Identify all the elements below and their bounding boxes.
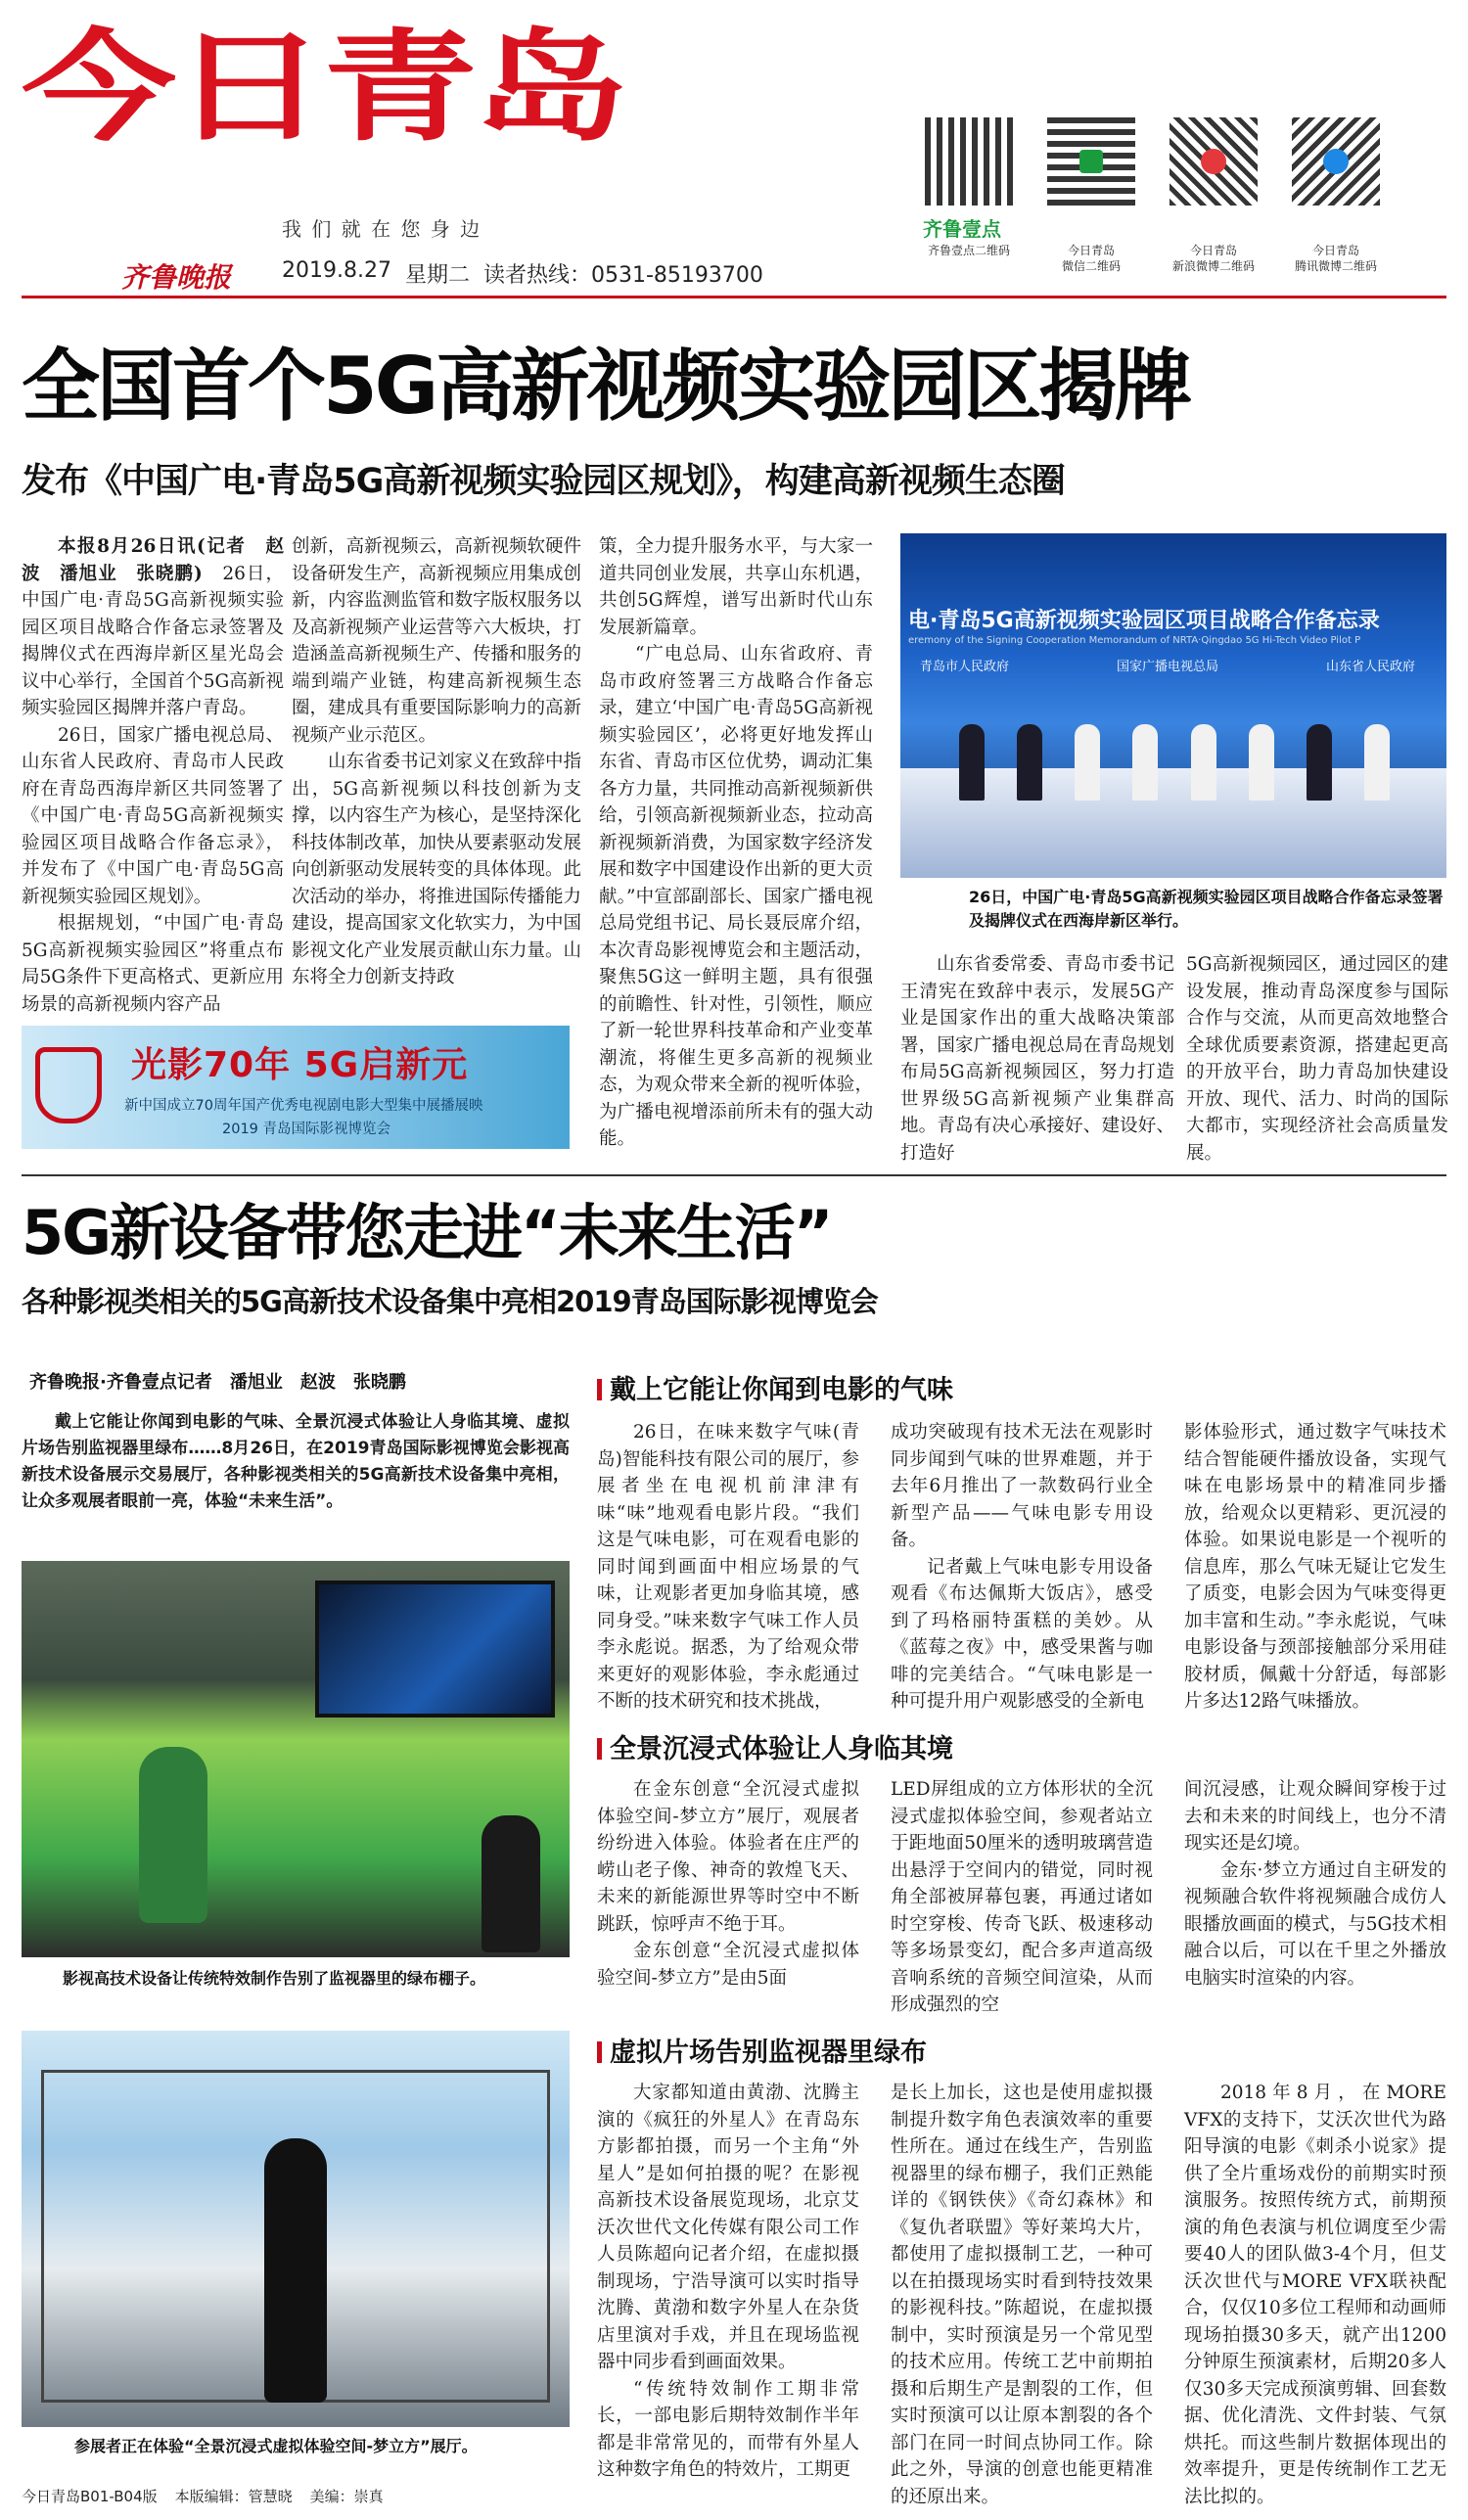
green-screen-actor <box>139 1747 207 1923</box>
qr-code-icon[interactable] <box>925 117 1013 206</box>
section-title-smell: 戴上它能让你闻到电影的气味 <box>597 1368 953 1406</box>
qr-label: 今日青岛 新浪微博二维码 <box>1171 244 1255 273</box>
second-byline: 齐鲁晚报·齐鲁壹点记者 潘旭业 赵波 张晓鹏 <box>29 1372 406 1393</box>
second-lede <box>22 1409 570 1556</box>
qr-label: 今日青岛 腾讯微博二维码 <box>1294 244 1377 273</box>
virtual-column-1 <box>597 2080 859 2480</box>
promo-banner-line2: 2019 青岛国际影视博览会 <box>222 1122 391 1137</box>
masthead-paper-name: 齐鲁晚报 <box>121 261 232 294</box>
film-reel-icon <box>35 1047 102 1123</box>
photo-banner-text: 电·青岛5G高新视频实验园区项目战略合作备忘录 <box>908 609 1380 633</box>
immersive-cube-photo[interactable] <box>22 2031 570 2427</box>
lead-photo[interactable] <box>900 533 1446 878</box>
second-headline: 5G新设备带您走进“未来生活” <box>22 1197 832 1268</box>
promo-banner-line1: 新中国成立70周年国产优秀电视剧电影大型集中展播展映 <box>124 1098 483 1114</box>
smell-column-2 <box>891 1419 1153 1713</box>
footer-edition: 今日青岛B01-B04版 <box>22 2488 158 2505</box>
lead-headline: 全国首个5G高新视频实验园区揭牌 <box>22 341 1190 432</box>
wechat-icon <box>1079 150 1103 173</box>
footer <box>22 2486 609 2506</box>
body-paragraph: 记者戴上气味电影专用设备观看《布达佩斯大饭店》，感受到了玛格丽特蛋糕的美妙。从《蓝莓之夜》中，感受果酱与咖啡的完美结合。“气味电影是一种可提升用户观影感受的全新电 <box>891 1556 1153 1712</box>
photo-banner-en: eremony of the Signing Cooperation Memorandum of NRTA·Qingdao 5G Hi-Tech Video Pilot P <box>908 635 1361 646</box>
weibo-icon <box>1201 149 1226 174</box>
section-divider <box>22 1174 1446 1176</box>
body-paragraph: 大家都知道由黄渤、沈腾主演的《疯狂的外星人》在青岛东方影都拍摄，而另一个主角“外星人”是如何拍摄的呢？在影视高新技术设备展览现场，北京艾沃次世代文化传媒有限公司工作人员陈超向记者介绍，在虚拟摄制现场，宁浩导演可以实时指导沈腾、黄渤和数字外星人在杂货店里演对手戏，并且在现场监视器中同步看到画面效果。 <box>597 2083 859 2372</box>
lead-paragraph: 山东省委书记刘家义在致辞中指出，5G高新视频以科技创新为支撑，以内容生产为核心，是坚持深化科技体制改革，加快从要素驱动发展向创新驱动发展转变的具体体现。此次活动的举办，将推进国际传播能力建设，提高国家文化软实力，为中国影视文化产业发展贡献山东力量。山东将全力创新支持政 <box>292 752 582 987</box>
body-paragraph: 2018年8月，在MORE VFX的支持下，艾沃次世代为路阳导演的电影《刺杀小说家》提供了全片重场戏份的前期实时预演服务。按照传统方式，前期预演的角色表演与机位调度至少需要40人的团队做3-4个月，但艾沃次世代与MORE VFX联袂配合，仅仅10多位工程师和动画师现场拍摄30多天，就产出1200分钟原生预演素材，后期20多人仅30多天完成预演剪辑、回套数据、优化清洗、文件封装、气氛烘托。而这些制片数据体现出的效率提升，更是传统制作工艺无法比拟的。 <box>1184 2083 1446 2507</box>
virtual-column-3 <box>1184 2080 1446 2507</box>
body-paragraph: 是长上加长，这也是使用虚拟摄制提升数字角色表演效率的重要性所在。通过在线生产，告别监视器里的绿布棚子，我们正熟能详的《钢铁侠》《奇幻森林》和《复仇者联盟》等好莱坞大片，都使用了虚拟摄制工艺，一种可以在拍摄现场实时看到特技效果的影视科技。”陈超说，在虚拟摄制中，实时预演是另一个常见型的技术应用。传统工艺中前期拍摄和后期生产是割裂的工作，但实时预演可以让原本割裂的各个部门在同一时间点协同工作。除此之外，导演的创意也能更精准的还原出来。 <box>891 2083 1153 2507</box>
lead-column-5 <box>1186 951 1448 1164</box>
photo-sign: 国家广播电视总局 <box>1117 660 1219 674</box>
vfx-studio-photo[interactable] <box>22 1561 570 1957</box>
qr-block-sina <box>1160 117 1267 284</box>
cube-photo-caption: 参展者正在体验“全景沉浸式虚拟体验空间-梦立方”展厅。 <box>74 2437 478 2455</box>
body-paragraph: 间沉浸感，让观众瞬间穿梭于过去和未来的时间线上，也分不清现实还是幻境。 <box>1184 1779 1446 1854</box>
immersive-column-3 <box>1184 1776 1446 2021</box>
photo-sign: 山东省人民政府 <box>1326 660 1416 674</box>
qr-block-tencent <box>1282 117 1390 284</box>
lead-paragraph: 26日，中国广电·青岛5G高新视频实验园区项目战略合作备忘录签署及揭牌仪式在西海岸新区星光岛会议中心举行，全国首个5G高新视频实验园区揭牌并落户青岛。 <box>22 563 284 718</box>
lead-paragraph: 根据规划，“中国广电·青岛5G高新视频实验园区”将重点布局5G条件下更高格式、更新应用场景的高新视频内容产品 <box>22 913 284 1015</box>
cube-visitor <box>264 2138 327 2403</box>
tencent-weibo-icon <box>1323 149 1349 174</box>
footer-designer: 美编：崇真 <box>309 2488 384 2505</box>
qr-badge: 齐鲁壹点 <box>923 217 1001 241</box>
body-paragraph: 26日，在味来数字气味(青岛)智能科技有限公司的展厅，参展者坐在电视机前津津有味“味”地观看电影片段。“我们这是气味电影，可在观看电影的同时闻到画面中相应场景的气味，让观影者更加身临其境，感同身受。”味来数字气味工作人员李永彪说。据悉，为了给观众带来更好的观影体验，李永彪通过不断的技术研究和技术挑战， <box>597 1422 859 1712</box>
monitor-screen <box>315 1581 555 1718</box>
promo-banner[interactable] <box>22 1026 570 1149</box>
lead-paragraph: “广电总局、山东省政府、青岛市政府签署三方战略合作备忘录，建立‘中国广电·青岛5G高新视频实验园区’，必将更好地发挥山东省、青岛市区位优势，调动汇集各方力量，共同推动高新视频新供给，引领高新视频新业态，拉动高新视频新消费，为国家数字经济发展和数字中国建设作出新的更大贡献。”中宣部副部长、国家广播电视总局党组书记、局长聂辰席介绍，本次青岛影视博览会和主题活动，聚焦5G这一鲜明主题，具有很强的前瞻性、针对性，引领性，顺应了新一轮世界科技革命和产业变革潮流，将催生更多高新的视频业态，为观众带来全新的视听体验，为广播电视增添前所未有的强大动能。 <box>599 644 873 1149</box>
lead-photo-caption: 26日，中国广电·青岛5G高新视频实验园区项目战略合作备忘录签署及揭牌仪式在西海岸新区举行。 <box>969 888 1444 930</box>
immersive-column-1 <box>597 1776 859 2021</box>
footer-editor: 本版编辑：管慧晓 <box>174 2488 293 2505</box>
second-subhead: 各种影视类相关的5G高新技术设备集中亮相2019青岛国际影视博览会 <box>22 1285 878 1318</box>
body-paragraph: LED屏组成的立方体形状的全沉浸式虚拟体验空间，参观者站立于距地面50厘米的透明玻璃营造出悬浮于空间内的错觉，同时视角全部被屏幕包裹，再通过诸如时空穿梭、传奇飞跃、极速移动等多场景变幻，配合多声道高级音响系统的音频空间渲染，从而形成强烈的空 <box>891 1779 1153 2015</box>
masthead-slogan: 我 们 就 在 您 身 边 <box>282 217 482 241</box>
lead-paragraph: 策，全力提升服务水平，与大家一道共同创业发展，共享山东机遇，共创5G辉煌，谱写出新时代山东发展新篇章。 <box>599 536 873 638</box>
lead-subhead: 发布《中国广电·青岛5G高新视频实验园区规划》，构建高新视频生态圈 <box>22 462 1065 501</box>
section-title-immersive: 全景沉浸式体验让人身临其境 <box>597 1727 953 1765</box>
vfx-photo-caption: 影视高技术设备让传统特效制作告别了监视器里的绿布棚子。 <box>63 1969 486 1988</box>
section-title-virtual: 虚拟片场告别监视器里绿布 <box>597 2031 927 2069</box>
lead-byline: 本报8月26日讯(记者 赵波 潘旭业 张晓鹏) <box>22 536 284 584</box>
lead-paragraph: 5G高新视频园区，通过园区的建设发展，推动青岛深度参与国际合作与交流，从而更高效地整合全球优质要素资源，搭建起更高的开放平台，助力青岛加快建设开放、现代、活力、时尚的国际大都市，实现经济社会高质量发展。 <box>1186 954 1448 1164</box>
masthead-rule <box>22 296 1446 298</box>
lead-paragraph: 山东省委常委、青岛市委书记王清宪在致辞中表示，发展5G产业是国家作出的重大战略决策部署，国家广播电视总局在青岛规划布局5G高新视频园区，努力打造世界级5G高新视频产业集群高地。青岛有决心承接好、建设好、打造好 <box>900 954 1174 1164</box>
qr-label: 齐鲁壹点二维码 <box>927 244 1010 257</box>
lead-column-4 <box>900 951 1174 1164</box>
lead-paragraph: 创新，高新视频云，高新视频软硬件设备研发生产，高新视频应用集成创新，内容监测监管和数字版权服务以及高新视频产业运营等六大板块，打造涵盖高新视频生产、传播和服务的端到端产业链，构建高新视频生态圈，建成具有重要国际影响力的高新视频产业示范区。 <box>292 536 582 746</box>
body-paragraph: “传统特效制作工期非常长，一部电影后期特效制作半年都是非常常见的，而带有外星人这种数字角色的特效片，工期更 <box>597 2378 859 2480</box>
lede-paragraph: 戴上它能让你闻到电影的气味、全景沉浸式体验让人身临其境、虚拟片场告别监视器里绿布……8月26日，在2019青岛国际影视博览会影视高新技术设备展示交易展厅，各种影视类相关的5G高新技术设备集中亮相，让众多观展者眼前一亮，体验“未来生活”。 <box>22 1412 570 1511</box>
photo-officials <box>959 724 1390 802</box>
promo-banner-title: 光影70年 5G启新元 <box>131 1045 469 1085</box>
smell-column-3 <box>1184 1419 1446 1713</box>
smell-column-1 <box>597 1419 859 1713</box>
qr-block-wechat <box>1037 117 1145 284</box>
lead-column-3 <box>599 533 873 1160</box>
lead-column-2 <box>292 533 581 1042</box>
masthead <box>0 0 1468 338</box>
lead-column-1 <box>22 533 284 1042</box>
body-paragraph: 成功突破现有技术无法在观影时同步闻到气味的世界难题，并于去年6月推出了一款数码行业全新型产品——气味电影专用设备。 <box>891 1422 1153 1550</box>
qr-block-qilu <box>915 117 1023 284</box>
issue-date: 2019.8.27 <box>282 258 391 283</box>
body-paragraph: 在金东创意“全沉浸式虚拟体验空间-梦立方”展厅，观展者纷纷进入体验。体验者在庄严的崂山老子像、神奇的敦煌飞天、未来的新能源世界等时空中不断跳跃，惊呼声不绝于耳。 <box>597 1779 859 1935</box>
camera-operator <box>482 1815 540 1952</box>
virtual-column-2 <box>891 2080 1153 2507</box>
body-paragraph: 影体验形式，通过数字气味技术结合智能硬件播放设备，实现气味在电影场景中的精准同步播放，给观众以更精彩、更沉浸的体验。如果说电影是一个视听的信息库，那么气味无疑让它发生了质变，电影会因为气味变得更加丰富和生动。”李永彪说，气味电影设备与颈部接触部分采用硅胶材质，佩戴十分舒适，每部影片多达12路气味播放。 <box>1184 1422 1446 1712</box>
body-paragraph: 金东·梦立方通过自主研发的视频融合软件将视频融合成仿人眼播放画面的模式，与5G技术相融合以后，可以在千里之外播放电脑实时渲染的内容。 <box>1184 1859 1446 1989</box>
photo-sign: 青岛市人民政府 <box>920 660 1010 674</box>
immersive-column-2 <box>891 1776 1153 2021</box>
issue-weekday: 星期二 <box>404 263 470 288</box>
reader-hotline: 读者热线：0531-85193700 <box>482 263 763 288</box>
lead-paragraph: 26日，国家广播电视总局、山东省人民政府、青岛市人民政府在青岛西海岸新区共同签署了《中国广电·青岛5G高新视频实验园区项目战略合作备忘录》，并发布了《中国广电·青岛5G高新视频实验园区规划》。 <box>22 724 284 907</box>
body-paragraph: 金东创意“全沉浸式虚拟体验空间-梦立方”是由5面 <box>597 1941 859 1989</box>
masthead-logo: 今日青岛 <box>22 18 624 159</box>
qr-label: 今日青岛 微信二维码 <box>1061 244 1121 273</box>
